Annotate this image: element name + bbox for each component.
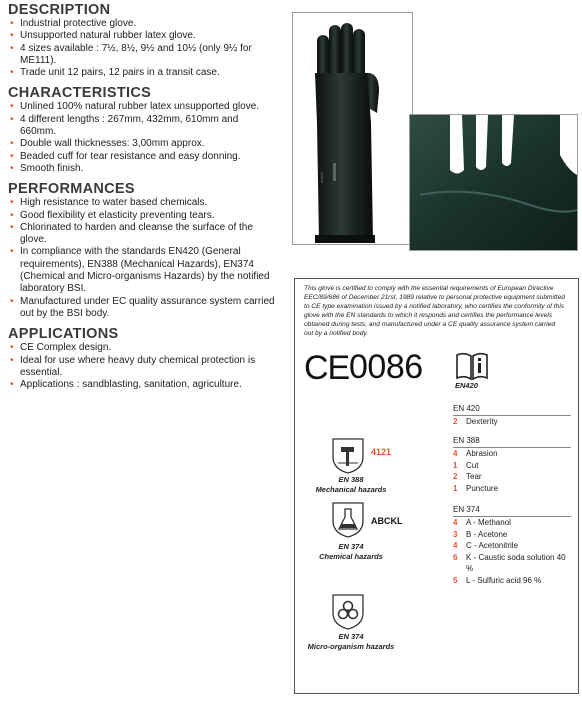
list-item: • Chlorinated to harden and cleanse the surface of the glove. — [8, 222, 276, 247]
list-item: • Manufactured under EC quality assurance system carried out by the BSI body. — [8, 296, 276, 321]
notified-body-number: 0086 — [349, 348, 423, 386]
svg-text:ansell: ansell — [319, 172, 324, 183]
section-description — [8, 2, 276, 79]
en420-label: EN420 — [455, 381, 478, 390]
table-row: 4 Abrasion — [453, 449, 498, 458]
list-item: • Applications : sandblasting, sanitation, agriculture. — [8, 379, 276, 391]
en388-code: 4121 — [371, 447, 392, 457]
list-item: • Ideal for use where heavy duty chemical protection is essential. — [8, 355, 276, 380]
glove-photo — [292, 12, 413, 245]
item-list — [8, 101, 276, 175]
item-list — [8, 197, 276, 320]
section-applications — [8, 326, 276, 391]
ce-mark-icon: CE — [304, 349, 350, 387]
glove-detail-photo — [409, 114, 578, 251]
table-title: EN 388 — [453, 435, 571, 448]
item-list — [8, 18, 276, 79]
en374-chemical-code: ABCKL — [371, 516, 403, 526]
section-title: CHARACTERISTICS — [8, 85, 152, 102]
table-title: EN 420 — [453, 403, 571, 416]
list-item: • Smooth finish. — [8, 163, 276, 175]
list-item: • Double wall thicknesses: 3,00mm approx. — [8, 138, 276, 150]
list-item: • 4 sizes available : 7½, 8½, 9½ and 10½ (only 9½ for ME111). — [8, 43, 276, 68]
list-item: • Industrial protective glove. — [8, 18, 276, 30]
en420-table — [453, 403, 571, 428]
table-title: EN 374 — [453, 504, 571, 517]
list-item: • High resistance to water based chemicals. — [8, 197, 276, 209]
section-performances — [8, 181, 276, 320]
table-row: 2 Dexterity — [453, 417, 498, 426]
glove-detail-image — [410, 115, 577, 250]
hazard-standard: EN 388 — [338, 475, 364, 484]
section-title: APPLICATIONS — [8, 326, 119, 343]
table-row: 1 Cut — [453, 460, 479, 470]
information-book-icon — [455, 351, 489, 381]
certification-panel — [294, 278, 579, 694]
table-row: 4 C - Acetonitrile — [453, 541, 519, 550]
table-row: 5 L - Sulfuric acid 96 % — [453, 575, 542, 585]
spec-column — [8, 2, 276, 391]
hazard-standard: EN 374 — [338, 632, 364, 641]
list-item: • Unsupported natural rubber latex glove. — [8, 30, 276, 42]
list-item: • Unlined 100% natural rubber latex unsupported glove. — [8, 101, 276, 113]
glove-image — [293, 13, 412, 244]
section-title: PERFORMANCES — [8, 181, 135, 198]
section-title: DESCRIPTION — [8, 2, 111, 18]
hazard-name: Mechanical hazards — [315, 484, 387, 494]
hazard-name: Chemical hazards — [319, 551, 383, 561]
certification-text: This glove is certified to comply with the essential requirements of European Directive EEC/89/686 of December 21rst, 1989 relative to personal protective equipment submitted to CE type examination issued by a notified laboratory, who certifies the conformity of this glove with the EN standards to which it responds and certifies the performance levels obtained during tests, and manufactured under a CE quality assurance system carried out by a notified body. — [304, 285, 565, 337]
hazard-standard: EN 374 — [338, 542, 364, 551]
list-item: • Good flexibility et elasticity preventing tears. — [8, 210, 276, 222]
en374-table — [453, 504, 571, 586]
list-item: • Trade unit 12 pairs, 12 pairs in a transit case. — [8, 67, 276, 79]
table-row: 2 Tear — [453, 472, 482, 481]
list-item: • CE Complex design. — [8, 342, 276, 354]
list-item: • In compliance with the standards EN420 (General requirements), EN388 (Mechanical Hazards), EN374 (Chemical and Micro-organisms Hazards) by the notified laboratory BSI. — [8, 246, 276, 295]
table-row: 3 B - Acetone — [453, 529, 508, 539]
list-item: • Beaded cuff for tear resistance and easy donning. — [8, 151, 276, 163]
list-item: • 4 different lengths : 267mm, 432mm, 610mm and 660mm. — [8, 114, 276, 139]
item-list — [8, 342, 276, 391]
hammer-shield-icon — [330, 437, 366, 475]
table-row: 6 K - Caustic soda solution 40 % — [453, 552, 566, 573]
biohazard-shield-icon — [330, 593, 366, 631]
flask-shield-icon — [330, 501, 366, 539]
table-row: 4 A - Methanol — [453, 518, 511, 527]
en388-table — [453, 435, 571, 494]
table-row: 1 Puncture — [453, 483, 499, 493]
hazard-name: Micro-organism hazards — [307, 641, 395, 651]
section-characteristics — [8, 85, 276, 175]
